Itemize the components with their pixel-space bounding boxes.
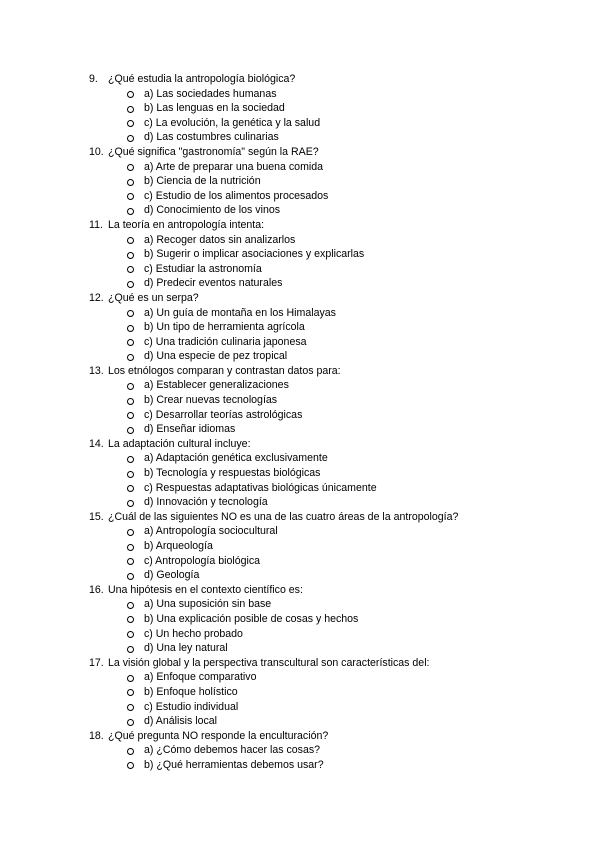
answer-option [0, 700, 600, 715]
question-line [0, 72, 600, 87]
answer-option-text: c) Desarrollar teorías astrológicas [144, 408, 303, 421]
answer-option [0, 685, 600, 700]
answer-option-text: b) Enfoque holístico [144, 685, 238, 698]
question-item [0, 218, 600, 291]
answer-option-text: a) Arte de preparar una buena comida [144, 160, 324, 173]
question-number: 9. [89, 73, 98, 85]
answer-option [0, 554, 600, 569]
question-number: 16. [89, 583, 104, 596]
answer-option [0, 262, 600, 277]
hollow-circle-bullet-icon [127, 471, 134, 478]
answer-option-text: b) Un tipo de herramienta agrícola [144, 321, 305, 334]
hollow-circle-bullet-icon [127, 748, 134, 755]
hollow-circle-bullet-icon [127, 456, 134, 463]
question-line [0, 729, 600, 744]
hollow-circle-bullet-icon [127, 106, 134, 113]
question-number: 10. [89, 145, 104, 158]
hollow-circle-bullet-icon [127, 281, 134, 288]
question-text: ¿Qué significa "gastronomía" según la RAE? [108, 145, 319, 158]
answer-option-text: a) Antropología sociocultural [144, 525, 278, 538]
answer-option-text: b) Crear nuevas tecnologías [144, 394, 278, 407]
question-item [0, 145, 600, 218]
answer-option [0, 758, 600, 773]
hollow-circle-bullet-icon [127, 427, 134, 434]
answer-option-text: c) Antropología biológica [144, 554, 261, 567]
question-item [0, 364, 600, 437]
hollow-circle-bullet-icon [127, 704, 134, 711]
question-line [0, 291, 600, 306]
question-item [0, 437, 600, 510]
question-number: 11. [89, 218, 103, 231]
answer-option [0, 568, 600, 583]
answer-option-text: a) Recoger datos sin analizarlos [144, 233, 296, 246]
question-text: La teoría en antropología intenta: [108, 218, 265, 231]
hollow-circle-bullet-icon [127, 266, 134, 273]
answer-option-text: d) Una especie de pez tropical [144, 350, 288, 363]
answer-option [0, 378, 600, 393]
question-item [0, 656, 600, 729]
hollow-circle-bullet-icon [127, 762, 134, 769]
quiz-page [0, 72, 600, 773]
hollow-circle-bullet-icon [127, 208, 134, 215]
answer-option-text: d) Las costumbres culinarias [144, 131, 279, 144]
answer-option [0, 174, 600, 189]
answer-option-text: b) Tecnología y respuestas biológicas [144, 467, 321, 480]
answer-option [0, 160, 600, 175]
answer-option [0, 408, 600, 423]
question-item [0, 729, 600, 773]
answer-option [0, 422, 600, 437]
hollow-circle-bullet-icon [127, 193, 134, 200]
question-item [0, 583, 600, 656]
question-number: 13. [89, 364, 104, 377]
answer-option-text: a) Las sociedades humanas [144, 87, 277, 100]
question-item [0, 510, 600, 583]
answer-option [0, 466, 600, 481]
answer-option-text: c) Estudiar la astronomía [144, 262, 262, 275]
hollow-circle-bullet-icon [127, 354, 134, 361]
answer-option [0, 87, 600, 102]
hollow-circle-bullet-icon [127, 310, 134, 317]
answer-option [0, 233, 600, 248]
answer-option [0, 349, 600, 364]
question-text: ¿Qué estudia la antropología biológica? [108, 73, 296, 85]
question-text: ¿Qué es un serpa? [108, 291, 199, 304]
answer-option-text: c) La evolución, la genética y la salud [144, 116, 321, 129]
answer-option-text: b) Una explicación posible de cosas y hechos [144, 612, 359, 625]
hollow-circle-bullet-icon [127, 544, 134, 551]
answer-option [0, 306, 600, 321]
question-text: ¿Cuál de las siguientes NO es una de las cuatro áreas de la antropología? [108, 510, 459, 523]
question-line [0, 583, 600, 598]
hollow-circle-bullet-icon [127, 135, 134, 142]
answer-option-text: c) Un hecho probado [144, 627, 243, 640]
hollow-circle-bullet-icon [127, 689, 134, 696]
answer-option [0, 335, 600, 350]
answer-option-text: c) Estudio de los alimentos procesados [144, 189, 329, 202]
answer-option-text: d) Una ley natural [144, 642, 228, 655]
answer-option-text: c) Una tradición culinaria japonesa [144, 335, 307, 348]
hollow-circle-bullet-icon [127, 675, 134, 682]
hollow-circle-bullet-icon [127, 646, 134, 653]
answer-option-text: b) Las lenguas en la sociedad [144, 102, 285, 115]
question-number: 14. [89, 437, 104, 450]
question-line [0, 145, 600, 160]
answer-option [0, 276, 600, 291]
answer-option-text: d) Enseñar idiomas [144, 423, 236, 436]
hollow-circle-bullet-icon [127, 500, 134, 507]
answer-option-text: a) Enfoque comparativo [144, 671, 257, 684]
answer-option [0, 612, 600, 627]
answer-option [0, 495, 600, 510]
answer-option [0, 247, 600, 262]
hollow-circle-bullet-icon [127, 412, 134, 419]
answer-option [0, 627, 600, 642]
hollow-circle-bullet-icon [127, 339, 134, 346]
answer-option [0, 524, 600, 539]
answer-option-text: a) Establecer generalizaciones [144, 379, 289, 392]
hollow-circle-bullet-icon [127, 529, 134, 536]
hollow-circle-bullet-icon [127, 602, 134, 609]
answer-option [0, 203, 600, 218]
answer-option [0, 641, 600, 656]
answer-option [0, 743, 600, 758]
answer-option-text: b) ¿Qué herramientas debemos usar? [144, 758, 324, 771]
hollow-circle-bullet-icon [127, 558, 134, 565]
question-text: Una hipótesis en el contexto científico es: [108, 583, 303, 596]
answer-option [0, 393, 600, 408]
hollow-circle-bullet-icon [127, 252, 134, 259]
answer-option-text: a) Adaptación genética exclusivamente [144, 452, 328, 465]
question-text: Los etnólogos comparan y contrastan datos para: [108, 364, 341, 377]
answer-option-text: b) Sugerir o implicar asociaciones y explicarlas [144, 248, 365, 261]
hollow-circle-bullet-icon [127, 325, 134, 332]
answer-option [0, 670, 600, 685]
answer-option [0, 101, 600, 116]
question-line [0, 656, 600, 671]
question-number: 15. [89, 510, 104, 523]
answer-option-text: a) ¿Cómo debemos hacer las cosas? [144, 744, 321, 757]
answer-option-text: d) Conocimiento de los vinos [144, 204, 281, 217]
answer-option [0, 320, 600, 335]
answer-option [0, 451, 600, 466]
answer-option [0, 116, 600, 131]
hollow-circle-bullet-icon [127, 120, 134, 127]
answer-option-text: a) Un guía de montaña en los Himalayas [144, 306, 336, 319]
hollow-circle-bullet-icon [127, 573, 134, 580]
answer-option [0, 481, 600, 496]
hollow-circle-bullet-icon [127, 179, 134, 186]
question-number: 17. [89, 656, 104, 669]
question-line [0, 437, 600, 452]
hollow-circle-bullet-icon [127, 485, 134, 492]
question-text: La adaptación cultural incluye: [108, 437, 251, 450]
answer-option-text: d) Predecir eventos naturales [144, 277, 283, 290]
hollow-circle-bullet-icon [127, 383, 134, 390]
answer-option [0, 539, 600, 554]
hollow-circle-bullet-icon [127, 237, 134, 244]
answer-option-text: c) Respuestas adaptativas biológicas únicamente [144, 481, 377, 494]
hollow-circle-bullet-icon [127, 616, 134, 623]
answer-option-text: c) Estudio individual [144, 700, 239, 713]
answer-option [0, 189, 600, 204]
answer-option-text: b) Arqueología [144, 540, 213, 552]
question-text: La visión global y la perspectiva transcultural son características del: [108, 656, 430, 669]
hollow-circle-bullet-icon [127, 719, 134, 726]
answer-option-text: a) Una suposición sin base [144, 598, 272, 611]
answer-option [0, 130, 600, 145]
answer-option [0, 597, 600, 612]
answer-option-text: d) Análisis local [144, 715, 218, 728]
question-line [0, 510, 600, 525]
question-line [0, 218, 600, 233]
answer-option-text: d) Innovación y tecnología [144, 496, 268, 509]
hollow-circle-bullet-icon [127, 398, 134, 405]
hollow-circle-bullet-icon [127, 164, 134, 171]
question-number: 18. [89, 729, 104, 742]
hollow-circle-bullet-icon [127, 631, 134, 638]
question-item [0, 291, 600, 364]
question-line [0, 364, 600, 379]
question-text: ¿Qué pregunta NO responde la enculturación? [108, 729, 329, 742]
answer-option-text: b) Ciencia de la nutrición [144, 175, 261, 188]
question-number: 12. [89, 291, 104, 304]
hollow-circle-bullet-icon [127, 91, 134, 98]
answer-option-text: d) Geología [144, 569, 200, 582]
question-item [0, 72, 600, 145]
answer-option [0, 714, 600, 729]
